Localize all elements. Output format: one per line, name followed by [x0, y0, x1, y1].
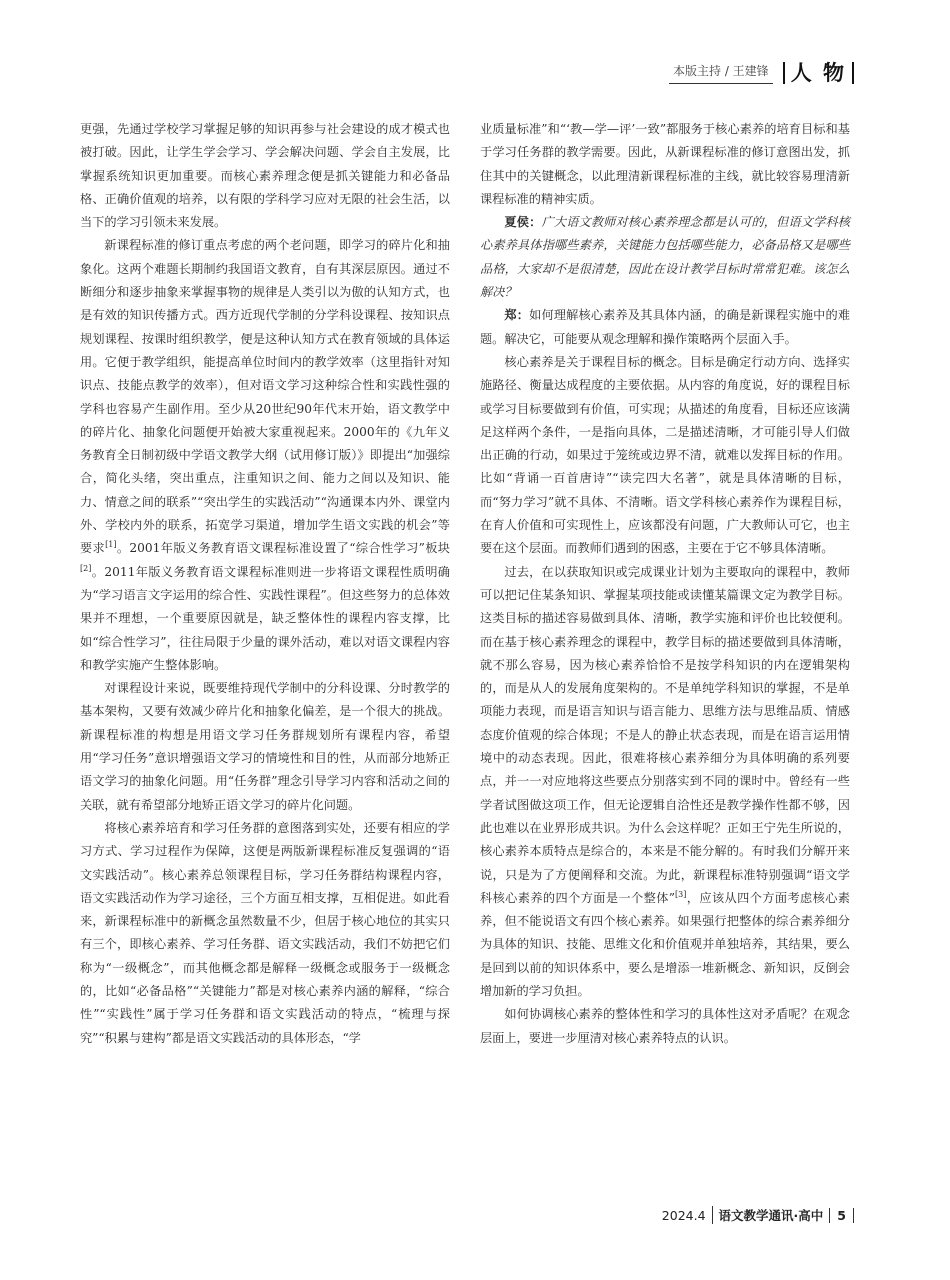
interview-answer [480, 304, 850, 351]
page-number: 5 [829, 1208, 854, 1223]
paragraph: 更强，先通过学校学习掌握足够的知识再参与社会建设的成才模式也被打破。因此，让学生学会学习、学会解决问题、学会自主发展，比掌握系统知识更加重要。而核心素养理念便是抓关键能力和必备品格、正确价值观的培养，以有限的学科学习应对无限的社会生活，以当下的学习引领未来发展。 [80, 122, 450, 230]
journal-name: 语文教学通讯·高中 [712, 1206, 824, 1224]
citation-ref: [2] [80, 563, 92, 573]
paragraph: 业质量标准”和“‘教—学—评’一致”都服务于核心素养的培育目标和基于学习任务群的教学需要。因此，从新课程标准的修订意图出发，抓住其中的关键概念，以此理清新课程标准的主线，就比较容易理清新课程标准的精神实质。 [480, 122, 850, 206]
paragraph-text: 。2011年版义务教育语文课程标准则进一步将语文课程性质明确为“学习语言文字运用的综合性、实践性课程”。但这些努力的总体效果并不理想，一个重要原因就是，缺乏整体性的课程内容支撑，比如“综合性学习”，往往局限于少量的课外活动，难以对语文课程内容和教学实施产生整体影响。 [80, 564, 450, 672]
right-column [480, 118, 850, 1050]
page-header [669, 62, 854, 84]
paragraph-text: 过去，在以获取知识或完成课业计划为主要取向的课程中，教师可以把记住某条知识、掌握某项技能或读懂某篇课文定为教学目标。这类目标的描述容易做到具体、清晰，教学实施和评价也比较便利。而在基于核心素养理念的课程中，教学目标的描述要做到具体清晰，就不那么容易，因为核心素养恰恰不是按学科知识的内在逻辑架构的，而是从人的发展角度架构的。不是单纯学科知识的掌握，不是单项能力表现，而是语言知识与语言能力、思维方法与思维品质、情感态度价值观的综合体现；不是人的静止状态表现，而是在语言运用情境中的动态表现。因此，很难将核心素养细分为具体明确的系列要点，并一一对应地将这些要点分别落实到不同的课时中。曾经有一些学者试图做这项工作，但无论逻辑自洽性还是教学操作性都不够，因此也难以在业界形成共识。为什么会这样呢？正如王宁先生所说的，核心素养本质特点是综合的，本来是不能分解的。有时我们分解开来说，只是为了方便阐释和交流。为此，新课程标准特别强调“语文学科核心素养的四个方面是一个整体” [480, 564, 850, 905]
paragraph: 将核心素养培育和学习任务群的意图落到实处，还要有相应的学习方式、学习过程作为保障，这便是两版新课程标准反复强调的“语文实践活动”。核心素养总领课程目标，学习任务群结构课程内容，语文实践活动作为学习途径，三个方面互相支撑，互相促进。如此看来，新课程标准中的新概念虽然数量不少，但居于核心地位的其实只有三个，即核心素养、学习任务群、语文实践活动，我们不妨把它们称为“一级概念”，而其他概念都是解释一级概念或服务于一级概念的，比如“必备品格”“关键能力”都是对核心素养内涵的解释，“综合性”“实践性”属于学习任务群和语文实践活动的特点，“梳理与探究”“积累与建构”都是语文实践活动的具体形态，“学 [80, 820, 450, 1045]
interview-question [480, 211, 850, 304]
column-host: 本版主持 / 王建锋 [669, 62, 773, 84]
paragraph [80, 234, 450, 677]
paragraph: 如何协调核心素养的整体性和学习的具体性这对矛盾呢？在观念层面上，要进一步厘清对核心素养特点的认识。 [480, 1007, 850, 1045]
paragraph [480, 561, 850, 1004]
left-column [80, 118, 450, 1050]
question-text: 广大语文教师对核心素养理念都是认可的，但语文学科核心素养具体指哪些素养，关键能力包括哪些能力，必备品格又是哪些品格，大家却不是很清楚，因此在设计教学目标时常常犯难。该怎么解决？ [480, 215, 850, 300]
citation-ref: [1] [105, 540, 117, 550]
paragraph-text: ，应该从四个方面考虑核心素养，但不能说语文有四个核心素养。如果强行把整体的综合素养细分为具体的知识、技能、思维文化和价值观并单独培养，其结果，要么是回到以前的知识体系中，要么是增添一堆新概念、新知识，反倒会增加新的学习负担。 [480, 890, 850, 998]
citation-ref: [3] [675, 889, 687, 899]
answer-text: 如何理解核心素养及其具体内涵，的确是新课程实施中的难题。解决它，可能要从观念理解和操作策略两个层面入手。 [480, 308, 851, 346]
paragraph-text: 。2001年版义务教育语文课程标准设置了“综合性学习”板块 [116, 541, 450, 556]
question-speaker: 夏侯： [504, 215, 542, 230]
answer-speaker: 郑： [504, 308, 530, 323]
paragraph-text: 新课程标准的修订重点考虑的两个老问题，即学习的碎片化和抽象化。这两个难题长期制约我国语文教育，自有其深层原因。通过不断细分和逐步抽象来掌握事物的规律是人类引以为傲的认知方式，也是有效的知识传播方式。西方近现代学制的分学科设课程、按知识点规划课程、按课时组织教学，便是这种认知方式在教育领域的具体运用。它便于教学组织，能提高单位时间内的教学效率（这里指针对知识点、技能点教学的效率），但对语文学习这种综合性和实践性强的学科也容易产生副作用。至少从20世纪90年代末开始，语文教学中的碎片化、抽象化问题便开始被大家重视起来。2000年的《九年义务教育全日制初级中学语文教学大纲（试用修订版）》即提出“加强综合，简化头绪，突出重点，注重知识之间、能力之间以及知识、能力、情意之间的联系”“突出学生的实践活动”“沟通课本内外、课堂内外、学校内外的联系，拓宽学习渠道，增加学生语文实践的机会”等要求 [80, 238, 450, 556]
issue-number: 2024.4 [661, 1207, 706, 1223]
paragraph: 核心素养是关于课程目标的概念。目标是确定行动方向、选择实施路径、衡量达成程度的主要依据。从内容的角度说，好的课程目标或学习目标要做到有价值，可实现；从描述的角度看，目标还应该满足这样两个条件，一是指向具体，二是描述清晰，才可能引导人们做出正确的行动，如果过于笼统或边界不清，就难以发挥目标的作用。比如“背诵一百首唐诗”“读完四大名著”，就是具体清晰的目标，而“努力学习”就不具体、不清晰。语文学科核心素养作为课程目标，在育人价值和可实现性上，应该都没有问题，广大教师认可它，也主要在这个层面。而教师们遇到的困惑，主要在于它不够具体清晰。 [480, 354, 850, 556]
page-footer [662, 1206, 854, 1224]
section-title: 人 物 [783, 62, 854, 84]
paragraph: 对课程设计来说，既要维持现代学制中的分科设课、分时教学的基本架构，又要有效减少碎片化和抽象化偏差，是一个很大的挑战。新课程标准的构想是用语文学习任务群规划所有课程内容，希望用“学习任务”意识增强语文学习的情境性和目的性，从而部分地矫正语文学习的抽象化问题。用“任务群”理念引导学习内容和活动之间的关联，就有希望部分地矫正语文学习的碎片化问题。 [80, 681, 450, 812]
